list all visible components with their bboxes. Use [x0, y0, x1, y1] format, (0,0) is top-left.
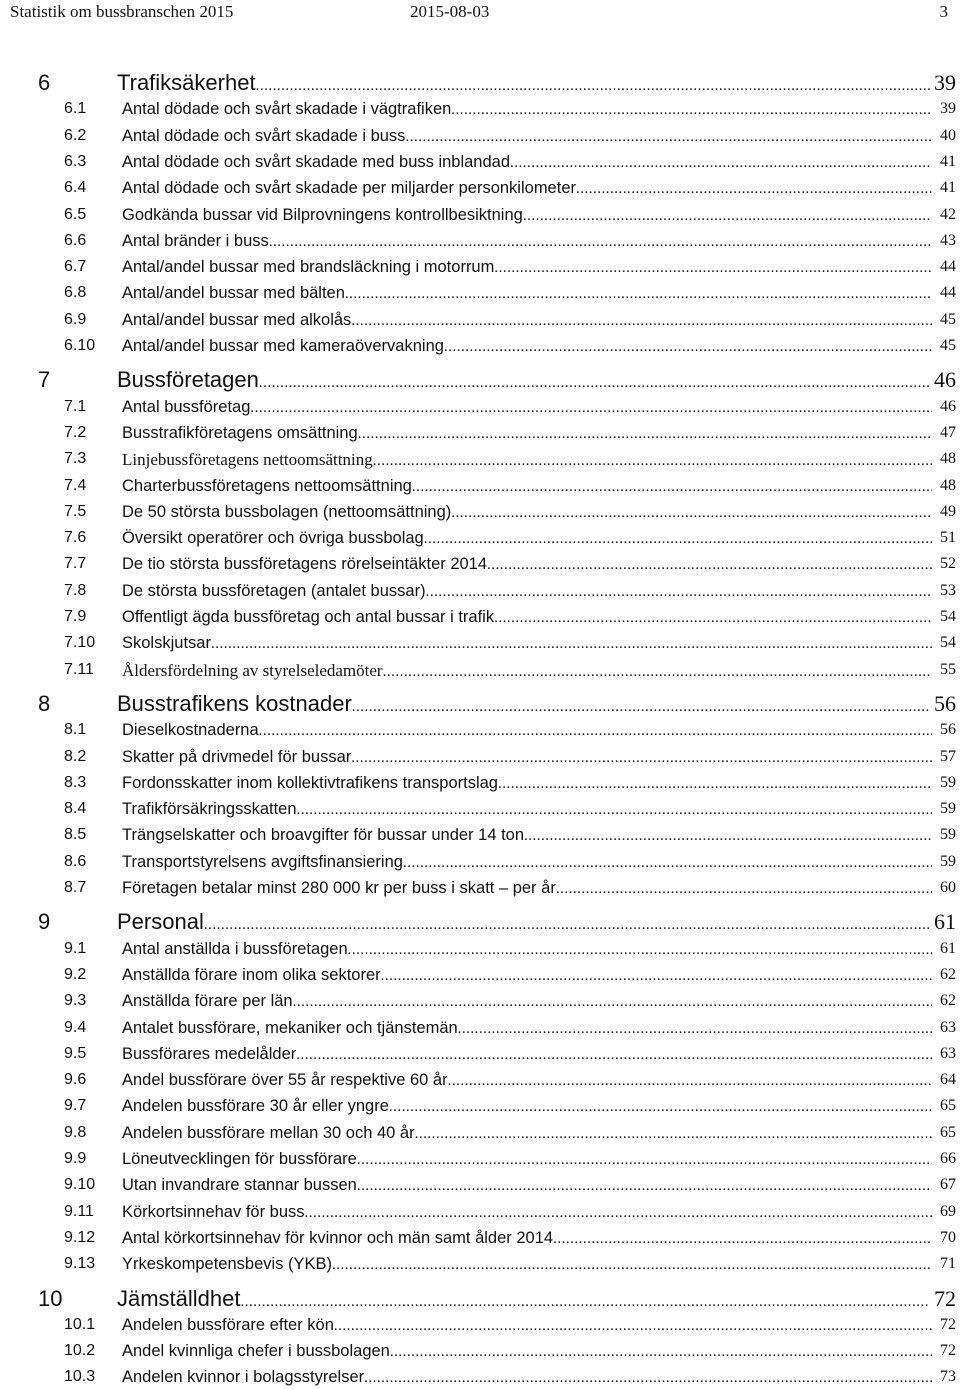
toc-entry-title: Jämställdhet	[117, 1285, 241, 1311]
toc-dot-leader	[405, 129, 932, 146]
toc-entry-title: Bussföretagen	[117, 367, 259, 393]
toc-dot-leader	[523, 208, 932, 225]
toc-entry-title: Skatter på drivmedel för bussar	[122, 747, 352, 766]
toc-entry-title: Körkortsinnehav för buss	[122, 1202, 305, 1221]
toc-entry-page: 54	[940, 634, 956, 652]
toc-dot-leader	[332, 1257, 932, 1274]
toc-entry-page: 44	[940, 258, 956, 276]
toc-entry-number: 9.3	[64, 992, 87, 1010]
toc-entry-title: Andel kvinnliga chefer i bussbolagen	[122, 1342, 390, 1361]
toc-entry-title: Godkända bussar vid Bilprovningens kontrollbesiktning	[122, 205, 523, 224]
toc-entry-title: Andelen bussförare mellan 30 och 40 år	[122, 1123, 415, 1142]
toc-entry-page: 45	[940, 310, 956, 328]
toc-entry-page: 53	[940, 581, 956, 599]
toc-entry-page: 54	[940, 608, 956, 625]
toc-entry-number: 7.5	[64, 502, 87, 520]
toc-entry-page: 62	[940, 992, 956, 1010]
toc-entry-page: 61	[940, 939, 956, 957]
toc-dot-leader	[553, 1231, 932, 1248]
toc-dot-leader	[494, 260, 932, 277]
toc-entry-number: 6.10	[64, 337, 96, 354]
toc-entry-title-line	[122, 232, 932, 251]
toc-dot-leader	[373, 453, 932, 470]
toc-entry-title-line	[122, 450, 932, 470]
toc-entry-number: 9.4	[64, 1018, 87, 1036]
toc-entry-page: 69	[940, 1202, 956, 1220]
toc-dot-leader	[351, 750, 932, 767]
toc-entry-title: Åldersfördelning av styrelseledamöter	[122, 660, 383, 680]
toc-dot-leader	[357, 1152, 932, 1169]
toc-entry-number: 7.7	[64, 555, 87, 573]
toc-entry-title: Andelen bussförare efter kön	[122, 1315, 334, 1334]
toc-entry-page: 56	[940, 721, 956, 739]
toc-entry-number: 7.1	[64, 397, 87, 415]
toc-dot-leader	[269, 234, 932, 251]
toc-entry-page: 47	[940, 423, 956, 441]
toc-dot-leader	[250, 400, 932, 417]
toc-entry-title: Personal	[117, 909, 204, 935]
toc-entry-number: 8.5	[64, 826, 87, 844]
toc-entry-title: Busstrafikföretagens omsättning	[122, 423, 358, 442]
toc-entry-page: 61	[934, 909, 956, 935]
toc-dot-leader	[494, 610, 932, 627]
toc-dot-leader	[364, 1370, 932, 1387]
toc-entry-title: Trafikförsäkringsskatten	[122, 800, 297, 819]
toc-entry-number: 9.9	[64, 1150, 87, 1167]
toc-entry-title: Utan invandrare stannar bussen	[122, 1176, 357, 1195]
toc-entry-title-line	[122, 1124, 932, 1143]
toc-entry-title: Antal dödade och svårt skadade i buss	[122, 126, 406, 145]
toc-dot-leader	[345, 286, 932, 303]
toc-entry-title: Transportstyrelsens avgiftsfinansiering	[122, 852, 403, 871]
toc-entry-number: 8.7	[64, 879, 87, 896]
toc-entry-page: 44	[940, 284, 956, 302]
toc-entry-title: Skolskjutsar	[122, 634, 211, 653]
toc-entry-title-line	[122, 1203, 932, 1222]
toc-entry-title-line	[122, 1150, 932, 1169]
toc-entry-title: Charterbussföretagens nettoomsättning	[122, 476, 412, 495]
toc-entry-title-line	[122, 127, 932, 146]
toc-dot-leader	[211, 636, 932, 653]
toc-entry-title: Löneutvecklingen för bussförare	[122, 1150, 357, 1168]
toc-entry-page: 71	[940, 1255, 956, 1273]
toc-entry-title-line	[122, 1045, 932, 1064]
toc-entry-title-line	[122, 940, 932, 959]
toc-entry-title: Antal dödade och svårt skadade i vägtrafiken	[122, 100, 452, 119]
toc-entry-title-line	[122, 774, 932, 793]
toc-entry-title: Företagen betalar minst 280 000 kr per buss i skatt – per år	[122, 879, 556, 897]
toc-entry-title-line	[117, 70, 930, 96]
toc-entry-number: 9	[38, 909, 51, 935]
toc-entry-title-line	[122, 879, 932, 898]
toc-dot-leader	[576, 181, 932, 198]
toc-entry-title-line	[122, 1071, 932, 1090]
toc-entry-page: 63	[940, 1044, 956, 1062]
toc-entry-number: 9.6	[64, 1071, 87, 1089]
toc-entry-title-line	[117, 691, 930, 717]
toc-dot-leader	[204, 917, 930, 934]
toc-entry-page: 65	[940, 1097, 956, 1115]
toc-entry-page: 39	[940, 100, 956, 118]
toc-entry-title-line	[122, 477, 932, 496]
toc-entry-title-line	[122, 100, 932, 119]
page-header	[0, 0, 960, 28]
toc-entry-title: Busstrafikens kostnader	[117, 690, 352, 716]
toc-dot-leader	[498, 776, 932, 793]
toc-entry-number: 9.2	[64, 965, 87, 983]
toc-dot-leader	[296, 1047, 932, 1064]
toc-entry-page: 72	[934, 1285, 956, 1311]
toc-entry-number: 7.6	[64, 529, 87, 547]
toc-entry-page: 59	[940, 773, 956, 791]
toc-entry-page: 45	[940, 337, 956, 354]
toc-entry-number: 8	[38, 690, 51, 716]
toc-entry-number: 9.10	[64, 1176, 96, 1194]
toc-entry-number: 10.3	[64, 1368, 96, 1386]
toc-entry-title-line	[122, 284, 932, 303]
toc-entry-number: 7.9	[64, 608, 87, 625]
toc-entry-number: 6	[38, 70, 51, 95]
toc-entry-number: 9.13	[64, 1255, 96, 1273]
toc-entry-title: Trafiksäkerhet	[117, 70, 256, 95]
toc-dot-leader	[256, 78, 930, 95]
toc-entry-page: 41	[940, 152, 956, 170]
toc-dot-leader	[297, 802, 932, 819]
toc-entry-title: De tio största bussföretagens rörelseintäkter 2014	[122, 555, 488, 574]
toc-entry-title-line	[122, 1255, 932, 1274]
toc-entry-page: 55	[940, 660, 956, 678]
toc-entry-title: De största bussföretagen (antalet bussar)	[122, 581, 426, 600]
toc-entry-title: Antal/andel bussar med alkolås	[122, 310, 352, 329]
toc-entry-title: Antal anställda i bussföretagen	[122, 939, 348, 958]
toc-entry-title-line	[122, 1342, 932, 1361]
toc-dot-leader	[357, 1178, 932, 1195]
toc-entry-title-line	[122, 398, 932, 417]
toc-entry-page: 59	[940, 800, 956, 818]
toc-entry-number: 9.5	[64, 1044, 87, 1062]
toc-dot-leader	[334, 1318, 932, 1335]
toc-entry-page: 56	[934, 690, 956, 716]
toc-dot-leader	[487, 557, 932, 574]
toc-dot-leader	[556, 881, 932, 898]
toc-entry-title-line	[122, 1097, 932, 1116]
toc-dot-leader	[358, 426, 932, 443]
toc-entry-number: 7.10	[64, 634, 96, 652]
toc-entry-number: 7.2	[64, 423, 87, 441]
toc-dot-leader	[424, 531, 932, 548]
toc-entry-number: 6.5	[64, 205, 87, 223]
toc-entry-title-line	[122, 582, 932, 601]
toc-entry-number: 8.6	[64, 852, 87, 870]
toc-entry-title-line	[122, 826, 932, 845]
toc-entry-title-line	[122, 153, 932, 172]
toc-entry-title: Andelen bussförare 30 år eller yngre	[122, 1097, 389, 1116]
toc-entry-title: Anställda förare per län	[122, 992, 293, 1011]
toc-entry-page: 66	[940, 1150, 956, 1167]
toc-entry-page: 57	[940, 747, 956, 765]
toc-dot-leader	[415, 1126, 932, 1143]
toc-entry-page: 52	[940, 555, 956, 573]
toc-entry-page: 73	[940, 1368, 956, 1386]
toc-entry-title-line	[122, 179, 932, 198]
toc-dot-leader	[426, 584, 932, 601]
toc-entry-title: Linjebussföretagens nettoomsättning	[122, 450, 373, 470]
toc-entry-title: Antal körkortsinnehav för kvinnor och män samt ålder 2014	[122, 1228, 554, 1247]
toc-dot-leader	[524, 828, 932, 845]
toc-entry-page: 42	[940, 205, 956, 223]
toc-dot-leader	[241, 1294, 930, 1311]
toc-entry-number: 6.4	[64, 179, 87, 197]
toc-dot-leader	[412, 479, 932, 496]
toc-entry-title-line	[117, 909, 930, 935]
toc-entry-title: Antalet bussförare, mekaniker och tjänstemän	[122, 1018, 458, 1037]
toc-entry-number: 10.1	[64, 1315, 96, 1333]
toc-entry-page: 43	[940, 231, 956, 249]
toc-entry-page: 40	[940, 126, 956, 144]
toc-entry-number: 7.3	[64, 450, 87, 468]
toc-entry-title-line	[122, 800, 932, 819]
toc-entry-page: 46	[934, 367, 956, 393]
toc-entry-title-line	[122, 661, 932, 681]
toc-entry-page: 59	[940, 826, 956, 844]
toc-entry-title: Yrkeskompetensbevis (YKB)	[122, 1255, 332, 1274]
toc-entry-page: 49	[940, 502, 956, 520]
toc-entry-number: 6.9	[64, 310, 87, 328]
toc-entry-number: 7.8	[64, 581, 87, 599]
toc-entry-number: 7	[38, 367, 51, 393]
toc-entry-title-line	[122, 1176, 932, 1195]
toc-entry-title: De 50 största bussbolagen (nettoomsättning)	[122, 502, 452, 521]
toc-entry-title: Trängselskatter och broavgifter för bussar under 14 ton	[122, 826, 525, 845]
toc-entry-number: 9.7	[64, 1097, 87, 1115]
toc-dot-leader	[259, 723, 932, 740]
toc-dot-leader	[293, 994, 932, 1011]
toc-dot-leader	[458, 1021, 932, 1038]
toc-entry-page: 48	[940, 450, 956, 468]
toc-dot-leader	[390, 1344, 932, 1361]
toc-entry-number: 9.12	[64, 1228, 96, 1246]
toc-dot-leader	[389, 1099, 932, 1116]
toc-entry-page: 60	[940, 879, 956, 896]
toc-entry-title-line	[122, 529, 932, 548]
toc-entry-title: Andel bussförare över 55 år respektive 60 år	[122, 1071, 448, 1090]
toc-entry-number: 7.4	[64, 476, 87, 494]
toc-dot-leader	[448, 1073, 932, 1090]
document-date: 2015-08-03	[410, 2, 490, 21]
toc-entry-title-line	[122, 1019, 932, 1038]
toc-entry-title-line	[122, 721, 932, 740]
toc-entry-page: 70	[940, 1228, 956, 1246]
toc-entry-number: 10	[38, 1285, 63, 1311]
toc-entry-page: 48	[940, 476, 956, 494]
toc-entry-number: 6.7	[64, 258, 87, 276]
document-title: Statistik om bussbranschen 2015	[10, 2, 234, 21]
toc-entry-title-line	[117, 1286, 930, 1312]
toc-entry-page: 72	[940, 1342, 956, 1360]
toc-entry-title: Antal dödade och svårt skadade per miljarder personkilometer	[122, 179, 576, 198]
toc-dot-leader	[348, 942, 932, 959]
toc-entry-number: 8.4	[64, 800, 87, 818]
toc-entry-title: Antal/andel bussar med kameraövervakning	[122, 337, 444, 355]
toc-entry-page: 67	[940, 1176, 956, 1194]
toc-entry-title-line	[122, 1316, 932, 1335]
toc-entry-title: Offentligt ägda bussföretag och antal bussar i trafik	[122, 608, 495, 626]
toc-entry-title: Dieselkostnaderna	[122, 721, 259, 740]
toc-entry-title: Översikt operatörer och övriga bussbolag	[122, 529, 424, 548]
toc-entry-title-line	[122, 1229, 932, 1248]
toc-dot-leader	[451, 505, 932, 522]
toc-entry-page: 62	[940, 965, 956, 983]
toc-entry-number: 9.1	[64, 939, 87, 957]
toc-entry-title-line	[122, 992, 932, 1011]
toc-dot-leader	[451, 102, 932, 119]
toc-dot-leader	[381, 968, 932, 985]
toc-entry-title-line	[122, 337, 932, 356]
toc-entry-number: 6.3	[64, 152, 87, 170]
toc-dot-leader	[444, 339, 932, 356]
toc-entry-title-line	[122, 966, 932, 985]
toc-entry-title-line	[122, 258, 932, 277]
toc-entry-title: Andelen kvinnor i bolagsstyrelser	[122, 1368, 365, 1387]
toc-entry-title-line	[122, 1368, 932, 1387]
toc-entry-title-line	[122, 608, 932, 627]
toc-entry-title: Fordonsskatter inom kollektivtrafikens transportslag	[122, 773, 498, 792]
toc-entry-page: 72	[940, 1315, 956, 1333]
toc-entry-page: 64	[940, 1071, 956, 1089]
toc-entry-title: Antal/andel bussar med brandsläckning i motorrum	[122, 258, 495, 277]
toc-entry-page: 63	[940, 1018, 956, 1036]
toc-entry-title-line	[122, 424, 932, 443]
toc-dot-leader	[259, 375, 930, 392]
toc-entry-number: 8.3	[64, 773, 87, 791]
toc-entry-number: 6.6	[64, 231, 87, 249]
toc-entry-page: 46	[940, 397, 956, 415]
toc-entry-title: Antal bussföretag	[122, 397, 251, 416]
toc-entry-page: 51	[940, 529, 956, 547]
toc-dot-leader	[510, 155, 932, 172]
toc-dot-leader	[383, 664, 932, 681]
toc-entry-number: 9.8	[64, 1123, 87, 1141]
toc-entry-page: 39	[934, 70, 956, 95]
toc-entry-title-line	[122, 503, 932, 522]
toc-entry-page: 65	[940, 1123, 956, 1141]
toc-entry-number: 6.8	[64, 284, 87, 302]
toc-entry-number: 7.11	[64, 660, 94, 678]
toc-entry-page: 59	[940, 852, 956, 870]
toc-entry-number: 8.2	[64, 747, 87, 765]
toc-dot-leader	[352, 699, 930, 716]
toc-dot-leader	[305, 1205, 932, 1222]
toc-entry-title: Antal dödade och svårt skadade med buss inblandad	[122, 152, 511, 171]
toc-entry-number: 6.2	[64, 126, 87, 144]
toc-entry-title-line	[122, 748, 932, 767]
toc-entry-title: Bussförares medelålder	[122, 1044, 297, 1063]
toc-entry-title-line	[117, 367, 930, 393]
toc-entry-title-line	[122, 311, 932, 330]
toc-entry-page: 41	[940, 179, 956, 197]
toc-entry-number: 9.11	[64, 1202, 94, 1220]
toc-entry-title: Anställda förare inom olika sektorer	[122, 965, 381, 984]
page-number: 3	[939, 2, 948, 21]
toc-dot-leader	[351, 313, 932, 330]
toc-entry-number: 6.1	[64, 100, 87, 118]
toc-entry-title-line	[122, 206, 932, 225]
toc-entry-title-line	[122, 853, 932, 872]
toc-entry-title: Antal/andel bussar med bälten	[122, 284, 345, 303]
toc-entry-title-line	[122, 634, 932, 653]
toc-dot-leader	[403, 855, 932, 872]
toc-entry-number: 10.2	[64, 1342, 96, 1360]
toc-entry-title-line	[122, 555, 932, 574]
toc-entry-title: Antal bränder i buss	[122, 231, 269, 250]
toc-entry-number: 8.1	[64, 721, 87, 739]
